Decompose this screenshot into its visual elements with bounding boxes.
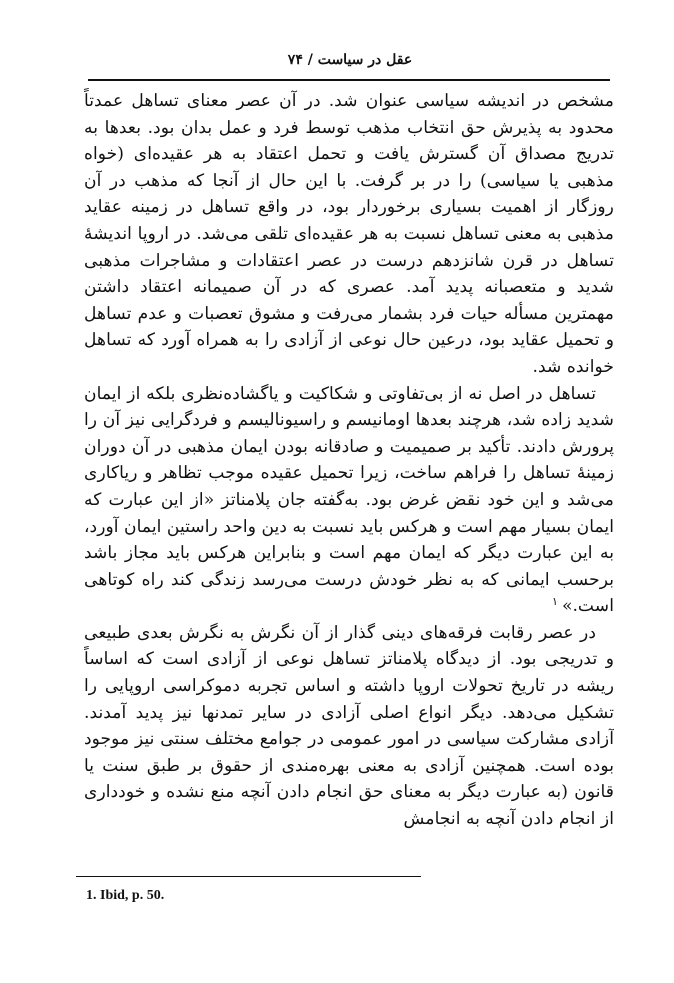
body-text xyxy=(84,88,614,848)
footnote-rule xyxy=(76,876,421,877)
paragraph-3: در عصر رقابت فرقه‌های دینی گذار از آن نگرش به نگرش بعدی طبیعی و تدریجی بود. از دیدگاه پلامناتز تساهل نوعی از آزادی است که اساساً ریشه در تاریخ تحولات اروپا داشته و اساس تجربه دموکراسی اروپایی را تشکیل می‌دهد. دیگر انواع اصلی آزادی در سایر تمدنها نیز پدید آمدند. آزادی مشارکت سیاسی در امور عمومی در جوامع مختلف سنتی نیز موجود بوده است. همچنین آزادی به معنی بهره‌مندی از حقوق بر طبق سنت یا قانون (به عبارت دیگر به معنای حق انجام دادن آنچه منع نشده و خودداری از انجام دادن آنچه به انجامش xyxy=(84,622,614,830)
footnote-marker: ۱ xyxy=(552,594,558,608)
paragraph-1: مشخص در اندیشه سیاسی عنوان شد. در آن عصر معنای تساهل عمدتاً محدود به پذیرش حق انتخاب مذهب توسط فرد و عمل بدان بود. بعدها به تدریج مصداق آن گسترش یافت و تحمل اعتقاد به هر عقیده‌ای (خواه مذهبی یا سیاسی) را در بر گرفت. با این حال از آنجا که مذهب در آن روزگار از اهمیت بسیاری برخوردار بود، در واقع تساهل در زمینه عقاید مذهبی به معنی تساهل نسبت به هر عقیده‌ای تلقی می‌شد. در اروپا اندیشهٔ تساهل در قرن شانزدهم درست در عصر اعتقادات و مشاجرات مذهبی شدید و متعصبانه پدید آمد. عصری که در آن صمیمانه اعتقاد داشتن مهمترین مسأله حیات فرد بشمار می‌رفت و مشوق تعصبات و عدم تساهل و تحمیل عقاید بود، درعین حال نوعی از آزادی را به همراه آورد که تساهل خوانده شد. xyxy=(84,91,614,377)
paragraph-2 xyxy=(84,381,614,620)
header-rule xyxy=(88,79,610,81)
running-header: عقل در سیاست / ۷۴ xyxy=(287,52,413,68)
footnote: 1. Ibid, p. 50. xyxy=(86,888,165,903)
paragraph-2-text: تساهل در اصل نه از بی‌تفاوتی و شکاکیت و یاگشاده‌نظری بلکه از ایمان شدید زاده شد، هرچند بعدها اومانیسم و راسیونالیسم و فردگرایی نیز آن را پرورش دادند. تأکید بر صمیمیت و صادقانه بودن ایمان مذهبی در آن دوران زمینهٔ تساهل را فراهم ساخت، زیرا تحمیل عقیده موجب تظاهر و ریاکاری می‌شد و این خود نقض غرض بود. به‌گفته جان پلامناتز «از این عبارت که ایمان بسیار مهم است و هرکس باید نسبت به دین واحد راستین ایمان آورد، به این عبارت دیگر که ایمان مهم است و بنابراین هرکس باید مجاز باشد برحسب ایمانی که به نظر خودش درست می‌رسد زندگی کند راه کوتاهی است.» xyxy=(84,383,614,617)
